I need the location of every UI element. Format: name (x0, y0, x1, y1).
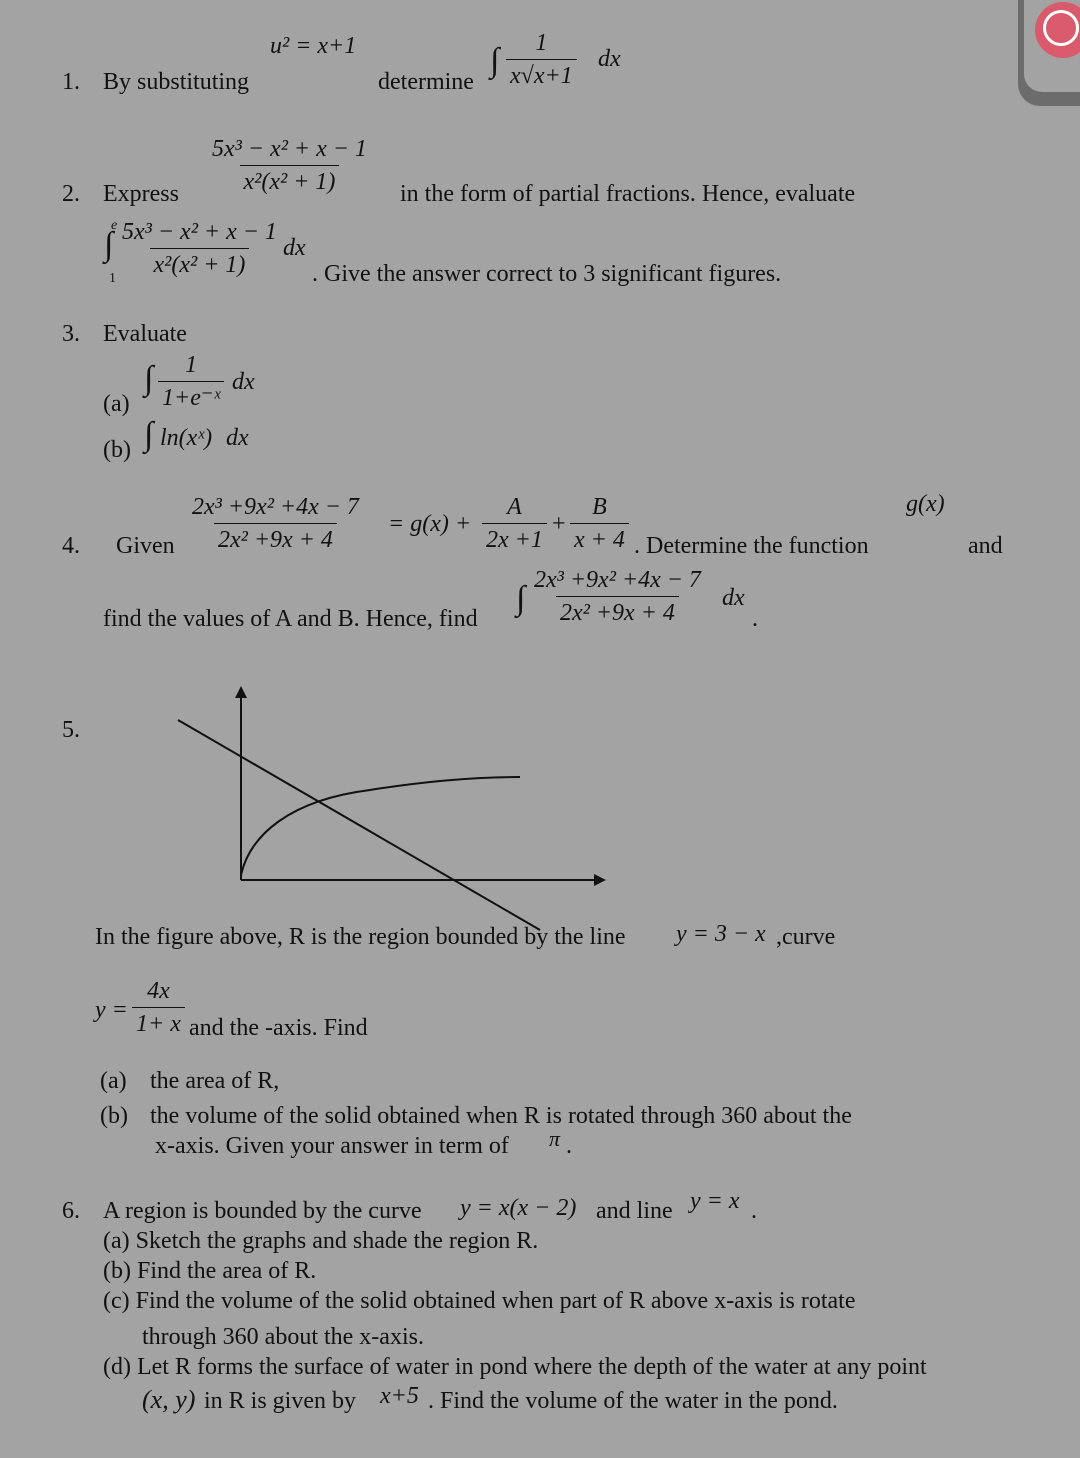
q4-integral-sign: ∫ (516, 580, 526, 617)
q4-given: Given (116, 533, 175, 559)
q5b-text: the volume of the solid obtained when R is rotated through 360 about the (150, 1103, 852, 1129)
q6-text: A region is bounded by the curve (103, 1198, 422, 1224)
q4-integrand: $\frac{\text{2x³ +9x² +4x − 7}}{\text{2x² +9x + 4}}$ (534, 567, 701, 627)
q4-gx: g(x) (906, 491, 945, 517)
q2-tail: . Give the answer correct to 3 significant figures. (312, 261, 782, 287)
q3b-label: (b) (103, 437, 131, 463)
q3a-integrand: $\frac{1}{\text{1+e⁻ˣ}}$ (158, 352, 224, 412)
q2-express: Express (103, 181, 179, 207)
q5b-label: (b) (100, 1103, 128, 1129)
q2-upper-limit: e (111, 218, 118, 233)
q4-A-fraction: $\frac{A}{2x +1}$ (482, 494, 547, 554)
q6-period: . (751, 1198, 757, 1224)
q6c-text2: through 360 about the x-axis. (142, 1324, 424, 1350)
q6b-text: (b) Find the area of R. (103, 1258, 317, 1284)
q1-dx: dx (598, 46, 621, 72)
q4-number: 4. (62, 533, 80, 559)
q6-line: y = x (690, 1188, 740, 1214)
q5b-text2: x-axis. Given your answer in term of (155, 1133, 509, 1159)
q6c-text: (c) Find the volume of the solid obtained when part of R above x-axis is rotate (103, 1288, 856, 1314)
q5-line-equation: y = 3 − x (676, 921, 766, 947)
q6-curve: y = x(x − 2) (460, 1195, 577, 1221)
q2-integrand: $\frac{\text{5x³ − x² + x − 1}}{\text{x²(x² + 1)}}$ (122, 219, 277, 279)
q2-lower-limit: 1 (109, 271, 116, 286)
q5b-period: . (566, 1133, 572, 1159)
q3a-dx: dx (232, 369, 255, 395)
line-y-3-minus-x (178, 720, 540, 930)
q1-determine: determine (378, 69, 474, 95)
q5-y-eq: y = (95, 997, 128, 1023)
q3b-dx: dx (226, 425, 249, 451)
q3a-integral-sign: ∫ (144, 360, 154, 397)
q4-plus: + (552, 511, 566, 537)
q4-and: and (968, 533, 1003, 559)
q6d-mid: in R is given by (204, 1388, 357, 1414)
q5-and-axis: and the -axis. Find (189, 1015, 368, 1041)
q5a-text: the area of R, (150, 1068, 280, 1094)
q5-curve-fraction: $\frac{4x}{1+ x}$ (132, 978, 185, 1038)
q1-number: 1. (62, 69, 80, 95)
q2-number: 2. (62, 181, 80, 207)
q1-substitution: u² = x+1 (270, 33, 357, 59)
q6-number: 6. (62, 1198, 80, 1224)
q4-find-text: find the values of A and B. Hence, find (103, 606, 478, 632)
q2-fraction: $\frac{\text{5x³ − x² + x − 1}}{\text{x²(x² + 1)}}$ (212, 136, 367, 196)
curve-4x-over-1-plus-x (241, 777, 520, 875)
q4-period: . (752, 606, 758, 632)
q6d-expr: x+5 (380, 1383, 419, 1409)
q5-description: In the figure above, R is the region bounded by the line (95, 924, 626, 950)
q6a-text: (a) Sketch the graphs and shade the region R. (103, 1228, 539, 1254)
q3b-integral-sign: ∫ (144, 416, 154, 453)
q3-number: 3. (62, 321, 80, 347)
q6d-xy: (x, y) (142, 1385, 196, 1414)
q4-determine: . Determine the function (634, 533, 869, 559)
q4-lhs-fraction: $\frac{\text{2x³ +9x² +4x − 7}}{\text{2x² +9x + 4}}$ (192, 494, 359, 554)
q5b-pi: π (549, 1126, 561, 1151)
q4-B-fraction: $\frac{B}{x + 4}$ (570, 494, 629, 554)
q1-integral-sign: ∫ (490, 42, 500, 79)
q2-dx: dx (283, 235, 306, 261)
q3-title: Evaluate (103, 321, 187, 347)
q2-sentence: in the form of partial fractions. Hence, evaluate (400, 181, 856, 207)
q5-number: 5. (62, 717, 80, 743)
q1-text: By substituting (103, 69, 250, 95)
q6d-tail: . Find the volume of the water in the pond. (428, 1388, 838, 1414)
q6d-text: (d) Let R forms the surface of water in pond where the depth of the water at any point (103, 1354, 927, 1380)
q3a-label: (a) (103, 391, 130, 417)
q2-integral-sign: ∫ (104, 226, 114, 263)
q5a-label: (a) (100, 1068, 127, 1094)
q6-and-line: and line (596, 1198, 673, 1224)
q4-dx: dx (722, 585, 745, 611)
q4-eq-gx: = g(x) + (388, 511, 472, 537)
q3b-expr: ln(xˣ) (160, 425, 213, 451)
q5-curve-word: ,curve (776, 924, 836, 950)
q1-integrand: $\frac{1}{x√x+1}$ (506, 30, 577, 90)
